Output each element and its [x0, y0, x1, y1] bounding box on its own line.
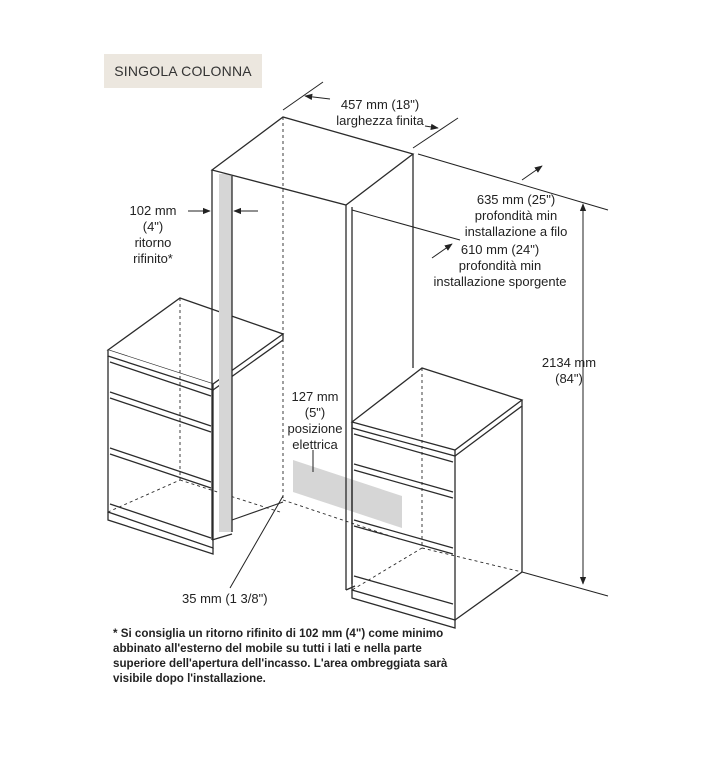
- footnote-line: superiore dell'apertura dell'incasso. L'area ombreggiata sarà: [113, 657, 448, 670]
- proud-depth-label: 610 mm (24") profondità min installazione sporgente: [433, 242, 567, 289]
- bottom-gap-label: 35 mm (1 3/8"): [182, 591, 268, 606]
- footnote-line: * Si consiglia un ritorno rifinito di 102 mm (4") come minimo: [113, 627, 444, 640]
- footnote-line: abbinato all'esterno del mobile su tutti i lati e nella parte: [113, 642, 422, 655]
- footnote: [113, 626, 583, 686]
- electrical-position-label: 127 mm (5") posizione elettrica: [287, 389, 343, 452]
- finished-return-label: 102 mm (4") ritorno rifinito*: [129, 203, 177, 266]
- header-tag: SINGOLA COLONNA: [104, 54, 262, 88]
- left-base-cabinet: [108, 298, 283, 554]
- width-label: 457 mm (18") larghezza finita: [336, 97, 424, 128]
- flush-depth-label: 635 mm (25") profondità min installazione a filo: [464, 192, 568, 239]
- height-label: 2134 mm (84"): [541, 355, 597, 386]
- footnote-line: visibile dopo l'installazione.: [113, 672, 266, 685]
